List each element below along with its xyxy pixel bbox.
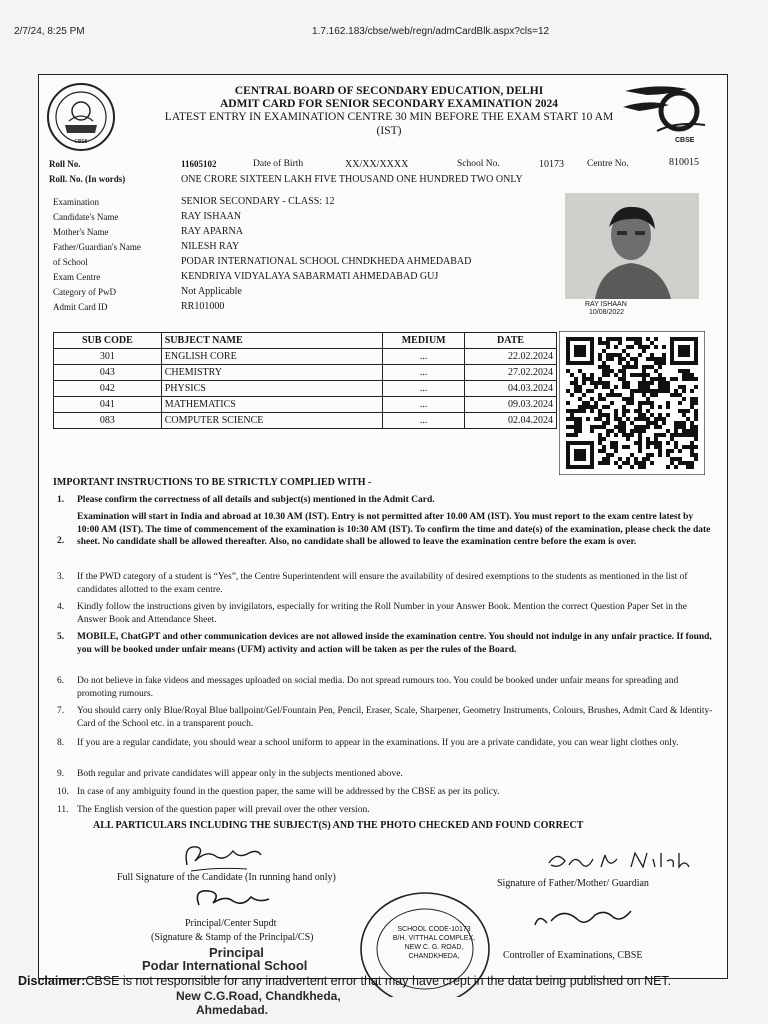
instruction-text: If you are a regular candidate, you should wear a school uniform to appear in the examinations. If you are a private candidate, you can wear light clothes only. [77, 738, 679, 748]
seal-text [389, 925, 479, 961]
instruction-text: If the PWD category of a student is “Yes”, the Centre Superintendent will ensure the availability of desired exemptions to the students as mentioned in the list of candidates allotted to the exam centre. [77, 572, 688, 595]
instruction-item [53, 737, 715, 750]
detail-value: NILESH RAY [181, 241, 240, 252]
sub-date: 09.03.2024 [465, 397, 557, 413]
stamp-city: Ahmedabad. [196, 1003, 269, 1017]
table-header-row [54, 333, 557, 349]
instruction-text: You should carry only Blue/Royal Blue ballpoint/Gel/Fountain Pen, Pencil, Eraser, Scale, Sharpener, Geometry Instruments, Colours, Brushes, Admit Card & Identity-Card of the School etc. in a transparent pouch. [77, 706, 713, 729]
table-row [54, 381, 557, 397]
instruction-num: 6. [57, 676, 65, 686]
particulars-confirmation: ALL PARTICULARS INCLUDING THE SUBJECT(S) AND THE PHOTO CHECKED AND FOUND CORRECT [93, 820, 584, 831]
sub-code: 043 [54, 365, 162, 381]
print-datetime: 2/7/24, 8:25 PM [14, 26, 85, 37]
admit-card [38, 74, 728, 979]
right-logo-text: CBSE [675, 137, 695, 144]
roll-words-value: ONE CRORE SIXTEEN LAKH FIVE THOUSAND ONE HUNDRED TWO ONLY [181, 174, 523, 185]
candidate-photo [565, 193, 699, 299]
dob-label: Date of Birth [253, 159, 304, 169]
detail-label: Candidate's Name [53, 212, 119, 222]
col-header: DATE [465, 333, 557, 349]
sub-name: COMPUTER SCIENCE [161, 413, 382, 429]
instruction-num: 3. [57, 572, 65, 582]
detail-value: PODAR INTERNATIONAL SCHOOL CHNDKHEDA AHMEDABAD [181, 256, 472, 267]
sub-name: PHYSICS [161, 381, 382, 397]
qr-code [559, 331, 705, 475]
seal-line: SCHOOL CODE-10173 [397, 926, 471, 933]
sub-code: 041 [54, 397, 162, 413]
instruction-text: The English version of the question paper will prevail over the other version. [77, 805, 370, 815]
stamp-address: New C.G.Road, Chandkheda, [176, 989, 341, 1003]
instruction-text: In case of any ambiguity found in the question paper, the same will be addressed by the CBSE as per its policy. [77, 787, 500, 797]
stamp-school-name: Podar International School [142, 958, 308, 973]
instruction-num: 4. [57, 602, 65, 612]
detail-label: of School [53, 257, 88, 267]
principal-caption: Principal/Center Supdt [185, 918, 277, 929]
photo-caption-name: RAY ISHAAN [585, 301, 627, 308]
detail-label: Admit Card ID [53, 302, 108, 312]
entry-note-ist: (IST) [376, 125, 402, 137]
candidate-signature-caption: Full Signature of the Candidate (In running hand only) [117, 872, 336, 883]
sub-medium: ... [383, 397, 465, 413]
instruction-num: 7. [57, 706, 65, 716]
detail-value: RR101000 [181, 301, 225, 312]
instruction-text: Examination will start in India and abroad at 10.30 AM (IST). Entry is not permitted after 10.00 AM (IST). You must report to the exam centre latest by 10:00 AM (IST). The time of commencement of the examination is 10:30 AM (IST). To confirm the time and date(s) of the examination, please check the date sheet. No candidate shall be allowed thereafter. Also, no candidate shall be allowed to leave the examination centre before the exam is over. [77, 512, 711, 547]
principal-stamp-caption: (Signature & Stamp of the Principal/CS) [151, 932, 314, 943]
sub-medium: ... [383, 349, 465, 365]
seal-line: B/H. VITTHAL COMPLEX, [392, 935, 476, 942]
instruction-num: 11. [57, 805, 69, 815]
detail-label: Examination [53, 197, 99, 207]
cbse-swirl-logo-icon [617, 81, 713, 147]
roll-words-label: Roll. No. (In words) [49, 174, 126, 184]
instructions-heading: IMPORTANT INSTRUCTIONS TO BE STRICTLY COMPLIED WITH - [53, 477, 372, 488]
entry-note: LATEST ENTRY IN EXAMINATION CENTRE 30 MIN BEFORE THE EXAM START 10 AM [164, 111, 614, 123]
instruction-num: 8. [57, 738, 65, 748]
sub-date: 04.03.2024 [465, 381, 557, 397]
detail-value: Not Applicable [181, 286, 242, 297]
parent-signature [539, 845, 699, 881]
detail-value: RAY ISHAAN [181, 211, 242, 222]
controller-caption: Controller of Examinations, CBSE [503, 950, 643, 961]
instruction-text: MOBILE, ChatGPT and other communication devices are not allowed inside the examination centre. You should not indulge in any unfair practice. If found, you will be booked under unfair means (UFM) activity and action will be taken as per the rules of the Board. [77, 632, 712, 655]
sub-date: 02.04.2024 [465, 413, 557, 429]
detail-value: SENIOR SECONDARY - CLASS: 12 [181, 196, 335, 207]
sub-code: 301 [54, 349, 162, 365]
detail-value: RAY APARNA [181, 226, 243, 237]
seal-line: NEW C. G. ROAD, [404, 944, 464, 951]
photo-caption-date: 10/08/2022 [589, 309, 625, 316]
table-row [54, 413, 557, 429]
col-header: MEDIUM [383, 333, 465, 349]
instruction-item [53, 768, 715, 781]
instruction-num: 5. [57, 632, 65, 642]
instruction-item [53, 631, 715, 656]
table-row [54, 397, 557, 413]
table-row [54, 365, 557, 381]
detail-label: Exam Centre [53, 272, 101, 282]
instruction-item [53, 804, 715, 817]
dob-value: XX/XX/XXXX [345, 159, 409, 170]
instruction-item [53, 511, 715, 549]
detail-value: KENDRIYA VIDYALAYA SABARMATI AHMEDABAD GUJ [181, 271, 439, 282]
disclaimer [18, 974, 671, 988]
stamp-principal: Principal [209, 945, 264, 960]
sub-medium: ... [383, 365, 465, 381]
centre-label: Centre No. [587, 159, 629, 169]
subjects-table [53, 332, 557, 429]
detail-label: Mother's Name [53, 227, 109, 237]
sub-name: CHEMISTRY [161, 365, 382, 381]
sub-code: 042 [54, 381, 162, 397]
roll-label: Roll No. [49, 159, 81, 169]
instruction-item [53, 571, 715, 596]
cbse-emblem-icon [45, 81, 117, 153]
exam-title: ADMIT CARD FOR SENIOR SECONDARY EXAMINATION 2024 [219, 98, 558, 110]
seal-line: CHANDKHEDA, [408, 953, 460, 960]
sub-name: ENGLISH CORE [161, 349, 382, 365]
detail-label: Category of PwD [53, 287, 116, 297]
sub-name: MATHEMATICS [161, 397, 382, 413]
instruction-num: 1. [57, 495, 65, 505]
centre-value: 810015 [669, 157, 699, 168]
disclaimer-label: Disclaimer: [18, 974, 86, 988]
board-title: CENTRAL BOARD OF SECONDARY EDUCATION, DELHI [234, 85, 544, 97]
detail-label: Father/Guardian's Name [53, 242, 141, 252]
instruction-text: Kindly follow the instructions given by invigilators, especially for writing the Roll Number in your Answer Book. Mention the correct Question Paper Set in the Answer Book and Attendance Sheet. [77, 602, 688, 625]
disclaimer-text: CBSE is not responsible for any inadvertent error that may have crept in the data being published on NET. [85, 974, 672, 988]
instruction-num: 9. [57, 769, 65, 779]
sub-medium: ... [383, 413, 465, 429]
parent-signature-caption: Signature of Father/Mother/ Guardian [497, 878, 649, 889]
instruction-item [53, 494, 715, 507]
instruction-item [53, 786, 715, 799]
sub-medium: ... [383, 381, 465, 397]
principal-signature [185, 883, 285, 915]
table-row [54, 349, 557, 365]
sub-code: 083 [54, 413, 162, 429]
instruction-text: Both regular and private candidates will appear only in the subjects mentioned above. [77, 769, 403, 779]
col-header: SUBJECT NAME [161, 333, 382, 349]
print-url: 1.7.162.183/cbse/web/regn/admCardBlk.aspx?cls=12 [312, 26, 550, 37]
instruction-num: 2. [57, 536, 65, 546]
instruction-item [53, 601, 715, 626]
svg-text:CBSE: CBSE [74, 139, 88, 145]
controller-signature [529, 903, 639, 937]
sub-date: 27.02.2024 [465, 365, 557, 381]
col-header: SUB CODE [54, 333, 162, 349]
sub-date: 22.02.2024 [465, 349, 557, 365]
school-label: School No. [457, 159, 500, 169]
candidate-signature [177, 837, 267, 875]
instruction-num: 10. [57, 787, 69, 797]
instruction-item [53, 675, 715, 700]
instruction-item [53, 705, 715, 730]
roll-value: 11605102 [181, 159, 217, 169]
instruction-text: Please confirm the correctness of all details and subject(s) mentioned in the Admit Card. [77, 495, 435, 505]
school-value: 10173 [539, 159, 564, 170]
instruction-text: Do not believe in fake videos and messages uploaded on social media. Do not spread rumours too. You could be booked under unfair means for spreading and promoting rumours. [77, 676, 679, 699]
